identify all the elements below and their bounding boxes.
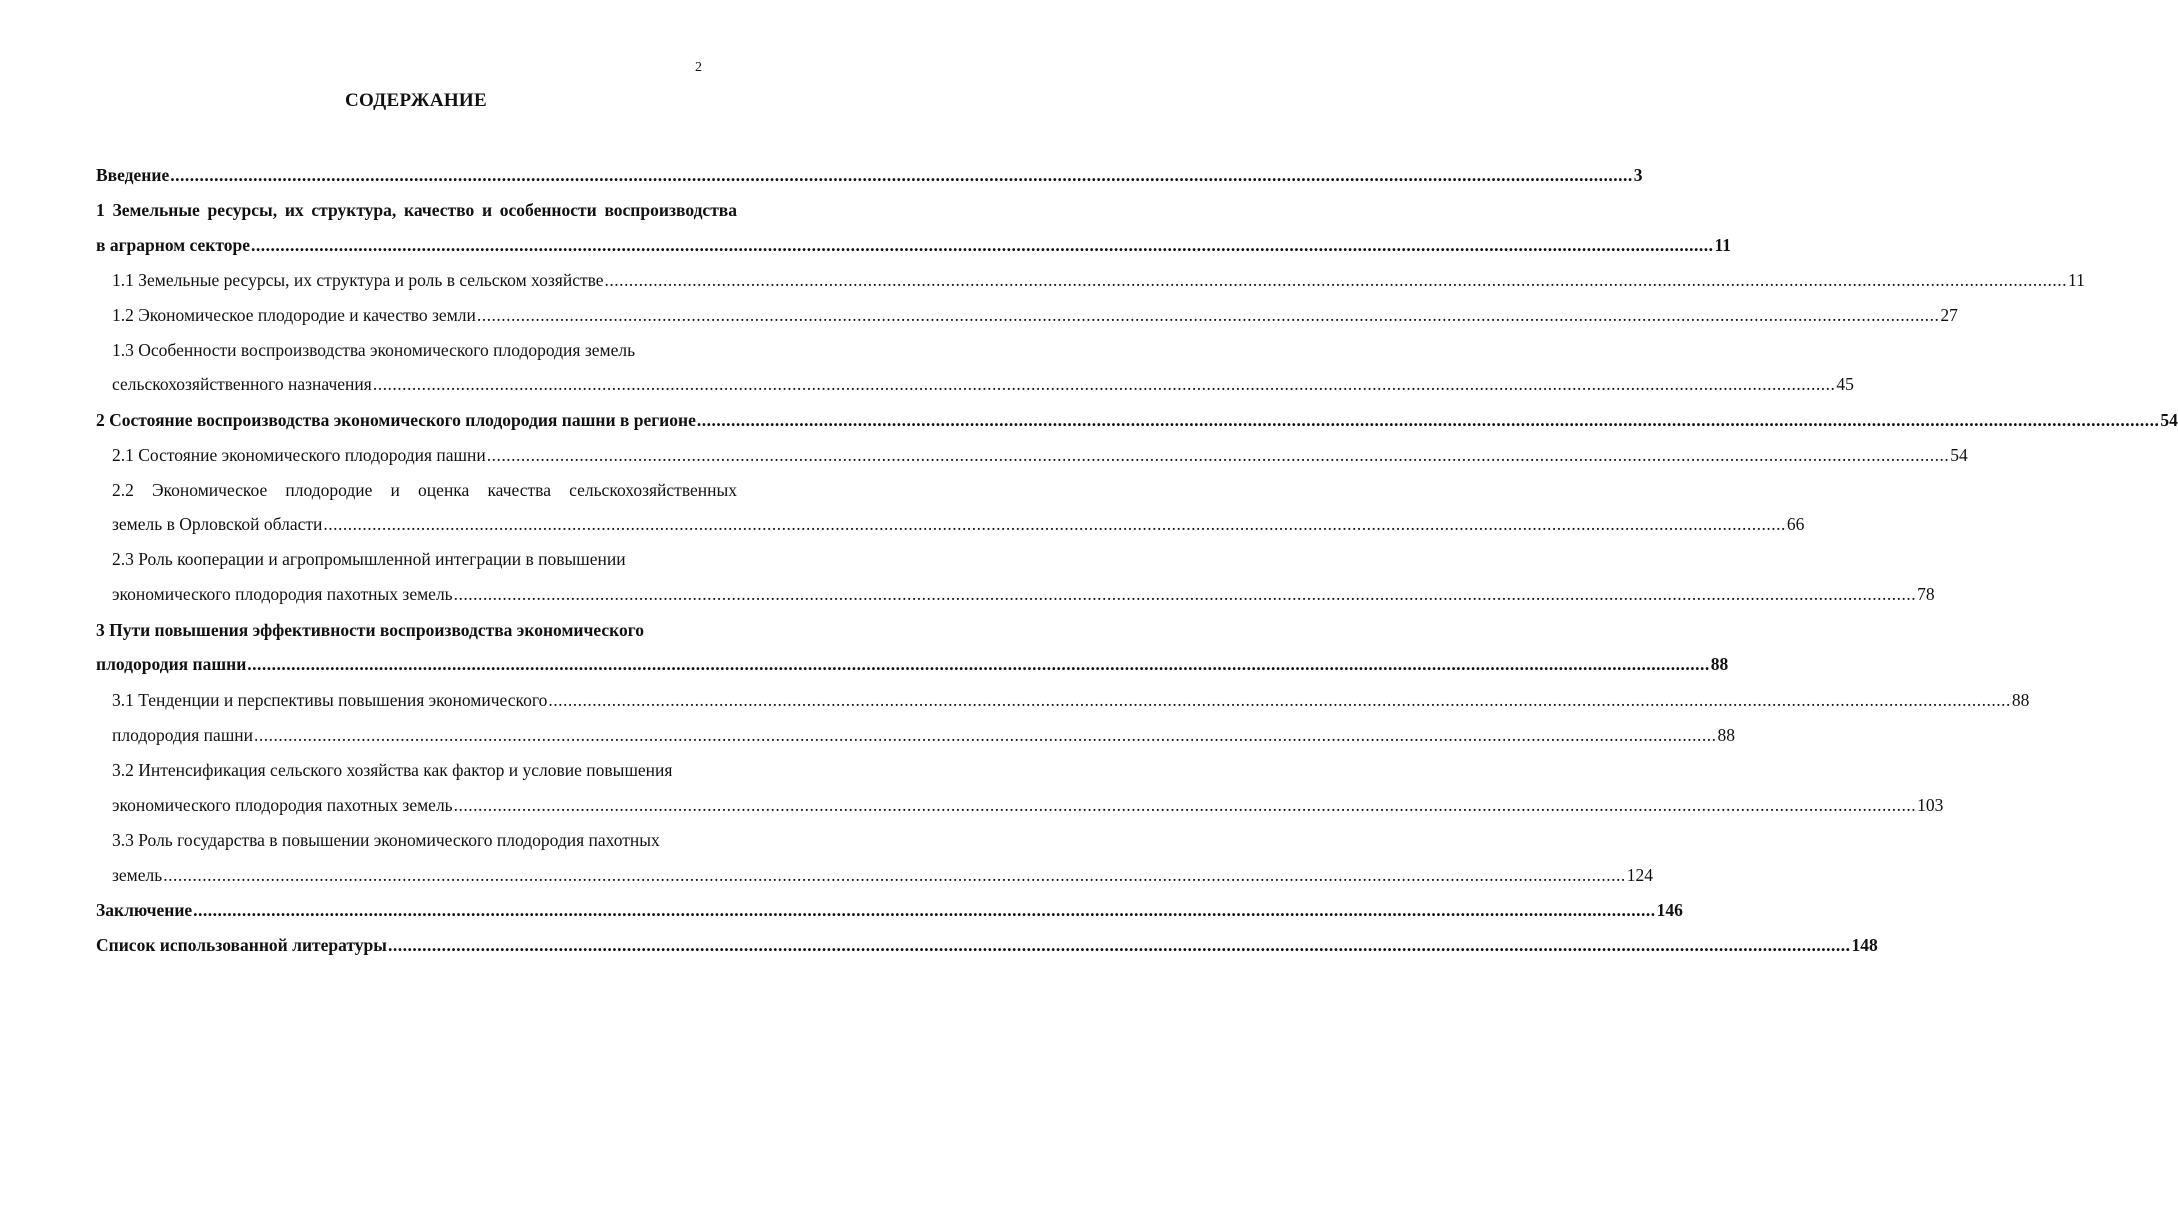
toc-page-number: 11 — [1714, 235, 1732, 255]
toc-entry-section-2-3-line-1[interactable]: 2.3 Роль кооперации и агропромышленной интеграции в повышении — [112, 549, 626, 569]
toc-entry-references[interactable] — [96, 932, 1878, 958]
toc-entry-text: 1.2 Экономическое плодородие и качество земли — [112, 305, 476, 325]
toc-entry-section-3-1-line-1[interactable] — [112, 687, 2030, 713]
toc-entry-text: в аграрном секторе — [96, 235, 250, 255]
toc-page-number: 66 — [1786, 514, 1805, 534]
toc-entry-section-1-1[interactable] — [112, 267, 2085, 293]
toc-entry-chapter-1[interactable] — [96, 232, 1732, 258]
toc-entry-text: 2 Состояние воспроизводства экономического плодородия пашни в регионе — [96, 410, 696, 430]
toc-entry-text: экономического плодородия пахотных земель — [112, 584, 453, 604]
toc-page-number: 27 — [1940, 305, 1958, 325]
toc-leader: ............................................................................................................................................................................................................................................................................................................ — [170, 165, 1633, 185]
toc-leader: ............................................................................................................................................................................................................................................................................................................ — [193, 900, 1656, 920]
toc-entry-section-2-2[interactable] — [112, 511, 1805, 537]
toc-leader: ............................................................................................................................................................................................................................................................................................................ — [372, 374, 1836, 394]
toc-entry-section-3-3[interactable] — [112, 862, 1653, 888]
toc-entry-text: сельскохозяйственного назначения — [112, 374, 372, 394]
toc-page-number: 146 — [1656, 900, 1683, 920]
toc-entry-text: плодородия пашни — [96, 654, 247, 674]
toc-entry-text: 3.1 Тенденции и перспективы повышения экономического — [112, 690, 548, 710]
toc-leader: ............................................................................................................................................................................................................................................................................................................ — [476, 305, 1940, 325]
toc-page-number: 3 — [1633, 165, 1643, 185]
toc-leader: ............................................................................................................................................................................................................................................................................................................ — [696, 410, 2160, 430]
toc-page-number: 11 — [2068, 270, 2085, 290]
toc-leader: ............................................................................................................................................................................................................................................................................................................ — [247, 654, 1710, 674]
toc-entry-section-2-3[interactable] — [112, 581, 1935, 607]
toc-entry-text: 1.1 Земельные ресурсы, их структура и роль в сельском хозяйстве — [112, 270, 604, 290]
toc-entry-text: плодородия пашни — [112, 725, 254, 745]
toc-page-number: 148 — [1851, 935, 1878, 955]
toc-entry-chapter-1-line-1[interactable]: 1 Земельные ресурсы, их структура, качество и особенности воспроизводства — [96, 200, 737, 220]
toc-entry-text: Введение — [96, 165, 170, 185]
toc-page-number: 88 — [1710, 654, 1729, 674]
toc-page-number: 54 — [2160, 410, 2178, 430]
toc-leader: ............................................................................................................................................................................................................................................................................................................ — [453, 584, 1917, 604]
toc-page-number: 124 — [1626, 865, 1653, 885]
toc-page-number: 88 — [2011, 690, 2030, 710]
toc-leader: ............................................................................................................................................................................................................................................................................................................ — [604, 270, 2068, 290]
toc-page-number: 78 — [1917, 584, 1935, 604]
page-title: СОДЕРЖАНИЕ — [345, 90, 487, 111]
toc-leader: ............................................................................................................................................................................................................................................................................................................ — [250, 235, 1714, 255]
toc-leader: ............................................................................................................................................................................................................................................................................................................ — [486, 445, 1950, 465]
toc-entry-section-3-2-line-1[interactable]: 3.2 Интенсификация сельского хозяйства как фактор и условие повышения — [112, 760, 673, 780]
toc-leader: ............................................................................................................................................................................................................................................................................................................ — [548, 690, 2011, 710]
toc-page-number: 103 — [1917, 795, 1944, 815]
toc-entry-text: земель — [112, 865, 163, 885]
toc-entry-section-1-3-line-1[interactable]: 1.3 Особенности воспроизводства экономического плодородия земель — [112, 340, 636, 360]
toc-leader: ............................................................................................................................................................................................................................................................................................................ — [323, 514, 1786, 534]
toc-entry-text: Список использованной литературы — [96, 935, 387, 955]
toc-entry-text: Заключение — [96, 900, 193, 920]
toc-entry-section-2-1[interactable] — [112, 442, 1968, 468]
page-number: 2 — [695, 60, 702, 75]
toc-entry-conclusion[interactable] — [96, 897, 1683, 923]
toc-page-number: 88 — [1717, 725, 1736, 745]
toc-entry-section-1-2[interactable] — [112, 302, 1958, 328]
toc-entry-section-2-2-line-1[interactable]: 2.2 Экономическое плодородие и оценка качества сельскохозяйственных — [112, 480, 737, 500]
toc-entry-intro[interactable] — [96, 162, 1643, 188]
toc-leader: ............................................................................................................................................................................................................................................................................................................ — [254, 725, 1717, 745]
toc-entry-chapter-3-line-1[interactable]: 3 Пути повышения эффективности воспроизводства экономического — [96, 620, 644, 640]
toc-page-number: 54 — [1950, 445, 1968, 465]
toc-leader: ............................................................................................................................................................................................................................................................................................................ — [453, 795, 1917, 815]
toc-entry-text: земель в Орловской области — [112, 514, 323, 534]
toc-leader: ............................................................................................................................................................................................................................................................................................................ — [163, 865, 1626, 885]
toc-entry-section-3-1[interactable] — [112, 722, 1736, 748]
toc-entry-text: экономического плодородия пахотных земель — [112, 795, 453, 815]
toc-entry-chapter-3[interactable] — [96, 651, 1729, 677]
toc-entry-chapter-2[interactable] — [96, 407, 2178, 433]
toc-page-number: 45 — [1836, 374, 1854, 394]
toc-entry-section-1-3[interactable] — [112, 371, 1854, 397]
toc-entry-section-3-3-line-1[interactable]: 3.3 Роль государства в повышении экономического плодородия пахотных — [112, 830, 660, 850]
toc-entry-section-3-2[interactable] — [112, 792, 1944, 818]
toc-leader: ............................................................................................................................................................................................................................................................................................................ — [387, 935, 1851, 955]
toc-entry-text: 2.1 Состояние экономического плодородия пашни — [112, 445, 486, 465]
